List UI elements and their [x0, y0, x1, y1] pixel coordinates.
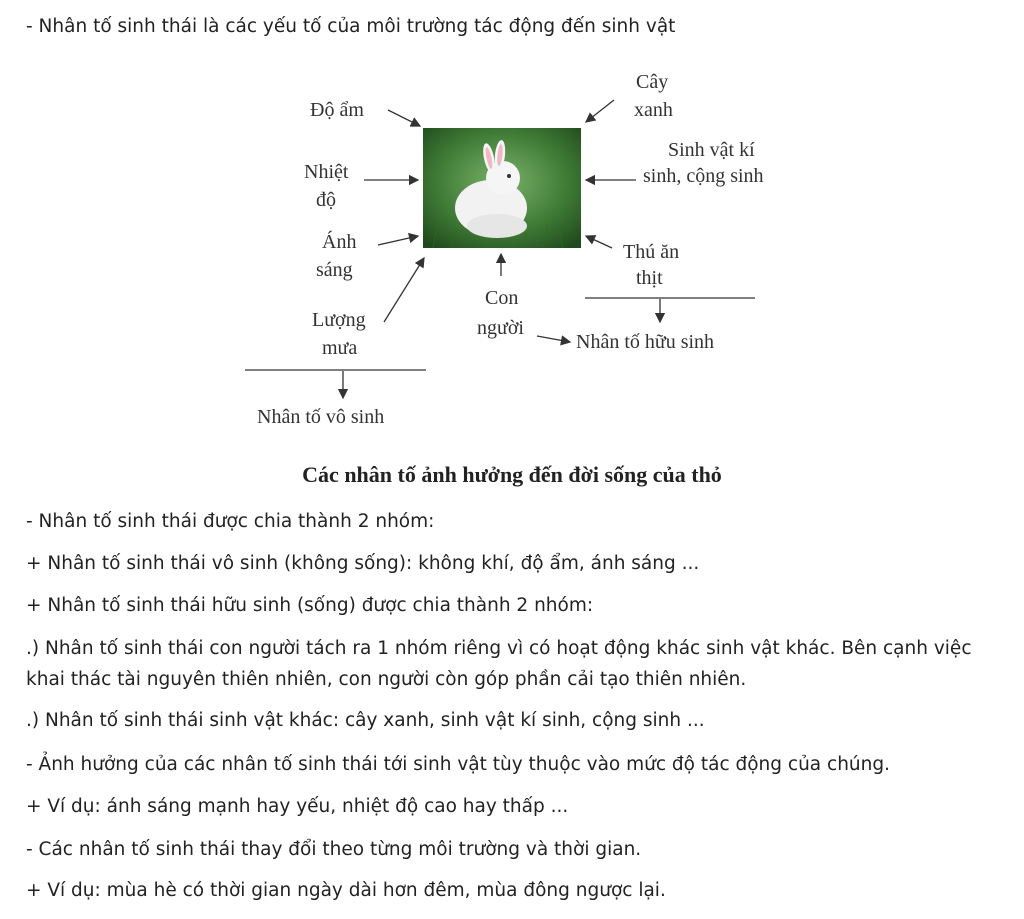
label-anh-sang-1: Ánh: [322, 231, 357, 253]
label-luong-mua-1: Lượng: [312, 309, 366, 331]
label-con-nguoi-1: Con: [485, 287, 519, 309]
label-cay-xanh-2: xanh: [634, 99, 673, 121]
label-vo-sinh: Nhân tố vô sinh: [257, 406, 385, 428]
label-do-am: Độ ẩm: [310, 99, 364, 121]
rabbit-factors-diagram: [240, 60, 800, 440]
label-anh-sang-2: sáng: [316, 259, 353, 281]
label-ki-sinh-2: sinh, cộng sinh: [643, 165, 764, 187]
label-con-nguoi-2: người: [477, 317, 524, 339]
label-thu-an-thit-1: Thú ăn: [623, 241, 680, 263]
text-line-5: .) Nhân tố sinh thái sinh vật khác: cây xanh, sinh vật kí sinh, cộng sinh ...: [26, 710, 705, 731]
label-huu-sinh: Nhân tố hữu sinh: [576, 331, 715, 353]
text-line-7: + Ví dụ: ánh sáng mạnh hay yếu, nhiệt độ cao hay thấp ...: [26, 796, 569, 817]
label-luong-mua-2: mưa: [322, 337, 358, 359]
label-nhiet-do-1: Nhiệt: [304, 161, 349, 183]
text-line-9: + Ví dụ: mùa hè có thời gian ngày dài hơn đêm, mùa đông ngược lại.: [26, 880, 666, 901]
arrow-thu-an-thit: [586, 236, 612, 248]
arrow-luong-mua: [384, 258, 424, 322]
text-line-8: - Các nhân tố sinh thái thay đổi theo từng môi trường và thời gian.: [26, 839, 642, 860]
text-line-2: + Nhân tố sinh thái vô sinh (không sống): không khí, độ ẩm, ánh sáng ...: [26, 553, 700, 574]
text-paragraph-4: .) Nhân tố sinh thái con người tách ra 1 nhóm riêng vì có hoạt động khác sinh vật khác. Bên cạnh việc khai thác tài nguyên thiên nhiên, con người còn góp phần cải tạo thiên nhiên.: [26, 638, 972, 690]
arrow-con-nguoi-huu-sinh: [537, 336, 570, 342]
arrow-cay-xanh: [586, 100, 614, 122]
label-cay-xanh-1: Cây: [636, 71, 669, 93]
label-ki-sinh-1: Sinh vật kí: [668, 139, 755, 161]
intro-text: - Nhân tố sinh thái là các yếu tố của môi trường tác động đến sinh vật: [26, 16, 676, 37]
text-line-3: + Nhân tố sinh thái hữu sinh (sống) được chia thành 2 nhóm:: [26, 595, 594, 616]
label-thu-an-thit-2: thịt: [636, 267, 663, 289]
arrow-do-am: [388, 110, 420, 126]
arrow-anh-sang: [378, 236, 418, 245]
text-line-1: - Nhân tố sinh thái được chia thành 2 nhóm:: [26, 511, 435, 532]
label-nhiet-do-2: độ: [316, 189, 336, 211]
rabbit-photo: [423, 128, 581, 248]
text-line-6: - Ảnh hưởng của các nhân tố sinh thái tới sinh vật tùy thuộc vào mức độ tác động của chúng.: [26, 754, 890, 775]
diagram-caption: Các nhân tố ảnh hưởng đến đời sống của thỏ: [302, 462, 722, 487]
